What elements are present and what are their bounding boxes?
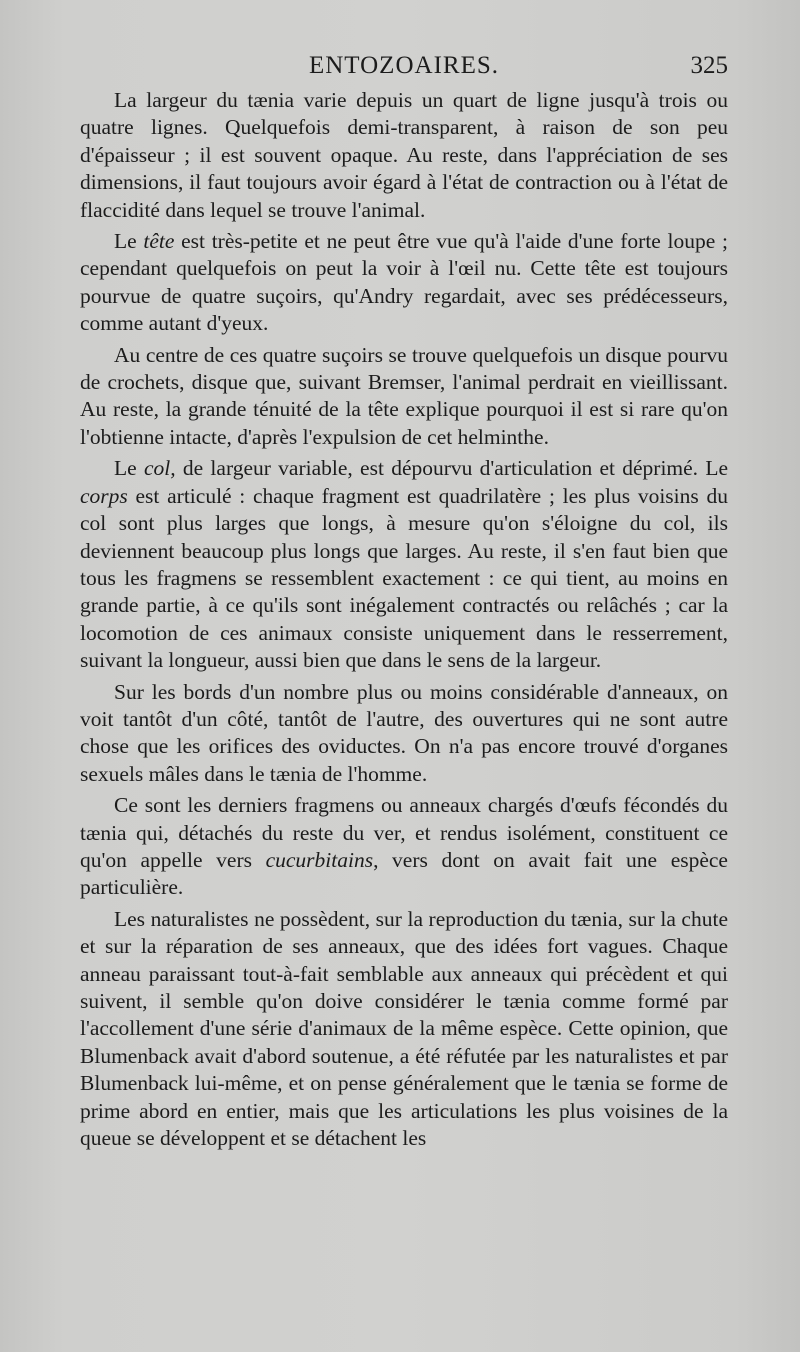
paragraph-text: Le [114,456,144,481]
paragraph-text: est articulé : chaque fragment est quadrilatère ; les plus voisins du col sont plus larges que longs, à mesure qu'on s'éloigne du col, ils deviennent beaucoup plus longs que larges. Au reste, il s'en faut bien que tous les fragmens se ressemblent exactement : ce qui tient, au moins en grande partie, à ce qu'ils sont inégalement contractés ou relâchés ; car la locomotion de ces animaux consiste uniquement dans le resserrement, suivant la longueur, aussi bien que dans le sens de la largeur. [80,483,728,673]
italic-term-tete: tête [143,229,175,254]
italic-term-cucurbitains: cucurbitains [265,847,374,872]
italic-term-corps: corps [80,483,128,508]
paragraph-6 [80,792,728,902]
running-title: ENTOZOAIRES. [308,52,499,79]
paragraph-7 [80,906,728,1153]
paragraph-text: , vers dont on avait fait une espèce particulière. [80,847,728,900]
paragraph-3 [80,342,728,452]
body-text [80,87,728,1156]
page-number: 325 [690,52,728,79]
paragraph-text: est très-petite et ne peut être vue qu'à l'aide d'une forte loupe ; cependant quelquefois on peut la voir à l'œil nu. Cette tête est toujours pourvue de quatre suçoirs, qu'Andry regardait, avec ses prédécesseurs, comme autant d'yeux. [80,229,728,336]
paragraph-text: Ce sont les derniers fragmens ou anneaux chargés d'œufs fécondés du tænia qui, détachés du reste du ver, et rendus isolément, constituent ce qu'on appelle vers [80,793,728,872]
paragraph-text: de largeur variable, est dépourvu d'articulation et déprimé. Le [175,456,729,481]
paragraph-text: Les naturalistes ne possèdent, sur la reproduction du tænia, sur la chute et sur la réparation de ses anneaux, que des idées fort vagues. Chaque anneau paraissant tout-à-fait semblable aux anneaux qui précèdent et qui suivent, il semble qu'on doive considérer le tænia comme formé par l'accollement d'une série d'animaux de la même espèce. Cette opinion, que Blumenback avait d'abord soutenue, a été réfutée par les naturalistes et par Blumenback lui-même, et on pense généralement que le tænia se forme de prime abord en entier, mais que les articulations les plus voisines de la queue se développent et se détachent les [80,906,728,1151]
paragraph-4 [80,455,728,674]
paragraph-text: Sur les bords d'un nombre plus ou moins considérable d'anneaux, on voit tantôt d'un côté, tantôt de l'autre, des ouvertures qui ne sont autre chose que les orifices des oviductes. On n'a pas encore trouvé d'organes sexuels mâles dans le tænia de l'homme. [80,679,728,786]
paragraph-2 [80,228,728,338]
paragraph-1 [80,87,728,224]
page-header [80,52,728,86]
paragraph-5 [80,679,728,789]
paragraph-text: Le [114,229,144,254]
italic-term-col: col, [143,456,176,481]
paragraph-text: Au centre de ces quatre suçoirs se trouve quelquefois un disque pourvu de crochets, disque que, suivant Bremser, l'animal perdrait en vieillissant. Au reste, la grande ténuité de la tête explique pourquoi il est si rare qu'on l'obtienne intacte, d'après l'expulsion de cet helminthe. [80,342,728,449]
paragraph-text: La largeur du tænia varie depuis un quart de ligne jusqu'à trois ou quatre lignes. Quelquefois demi-transparent, à raison de son peu d'épaisseur ; il est souvent opaque. Au reste, dans l'appréciation de ses dimensions, il faut toujours avoir égard à l'état de contraction ou à l'état de flaccidité dans lequel se trouve l'animal. [80,88,728,222]
